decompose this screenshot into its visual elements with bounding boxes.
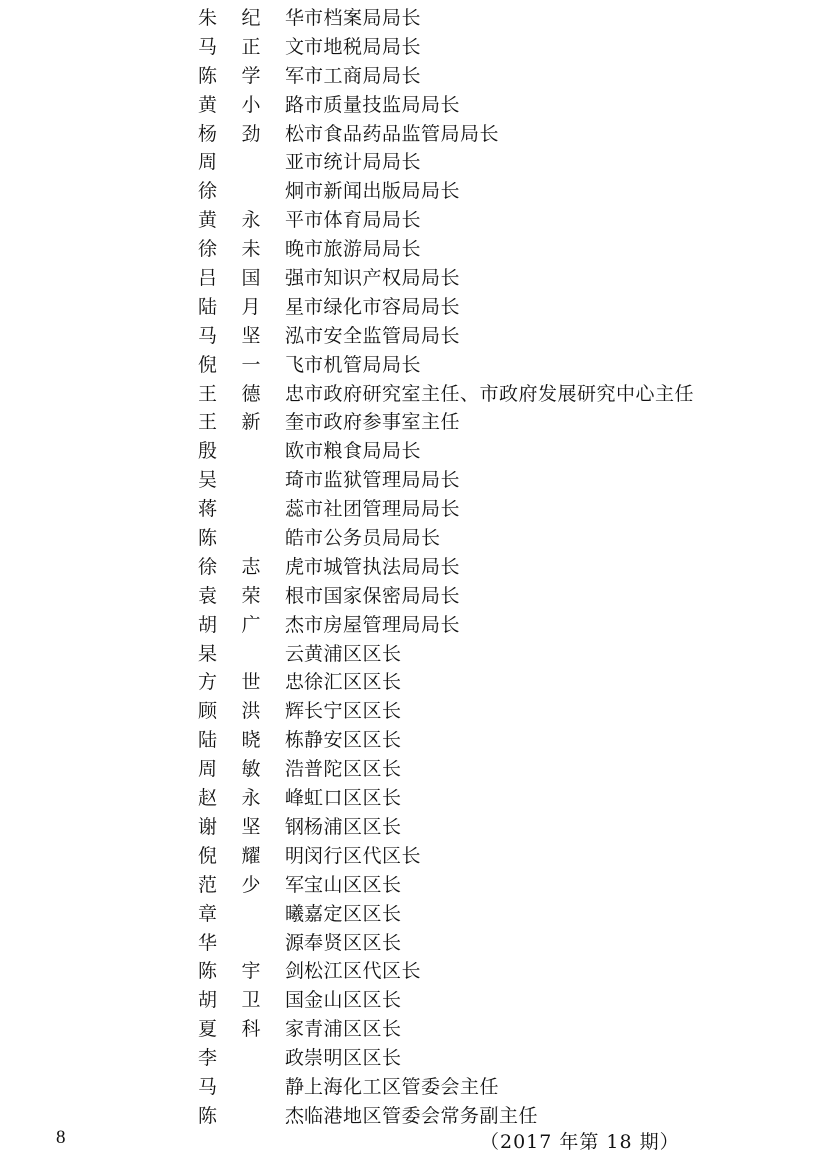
official-title: 市质量技监局局长 (304, 93, 461, 116)
roster-row (198, 842, 827, 871)
official-title: 市档案局局长 (304, 7, 422, 29)
roster-row (198, 177, 827, 206)
roster-row (198, 4, 827, 33)
official-name: 马坚泓 (198, 324, 304, 347)
official-title: 虹口区区长 (304, 787, 402, 810)
official-title: 市知识产权局局长 (304, 267, 461, 290)
roster-row (198, 408, 827, 437)
appointment-roster (198, 4, 827, 1131)
official-title: 市国家保密局局长 (304, 584, 461, 607)
roster-row (198, 784, 827, 813)
official-name: 王德忠 (198, 382, 304, 405)
official-name: 马正文 (198, 35, 304, 58)
roster-row (198, 466, 827, 495)
roster-row (198, 1073, 827, 1102)
roster-row (198, 1015, 827, 1044)
official-name: 顾洪辉 (198, 700, 304, 723)
official-name: 殷 欧 (198, 440, 304, 463)
roster-row (198, 148, 827, 177)
official-name: 吴 琦 (198, 469, 304, 492)
official-title: 徐汇区区长 (304, 671, 402, 694)
official-name: 徐 炯 (198, 180, 304, 203)
official-name: 陈学军 (198, 64, 304, 87)
roster-row (198, 986, 827, 1015)
official-name: 陆月星 (198, 295, 304, 318)
roster-row (198, 91, 827, 120)
official-name: 周敏浩 (198, 758, 304, 781)
official-title: 市绿化市容局局长 (304, 295, 461, 318)
official-title: 青浦区区长 (304, 1018, 402, 1041)
roster-row (198, 755, 827, 784)
roster-row (198, 380, 827, 409)
official-title: 市社团管理局局长 (304, 498, 461, 521)
official-title: 市机管局局长 (304, 353, 422, 376)
official-name: 陈宇剑 (198, 960, 304, 983)
official-title: 市体育局局长 (304, 209, 422, 232)
official-title: 市统计局局长 (304, 151, 422, 174)
official-name: 章 曦 (198, 902, 304, 925)
official-title: 市食品药品监管局局长 (304, 122, 500, 145)
official-name: 周 亚 (198, 151, 304, 174)
official-title: 崇明区区长 (304, 1047, 402, 1070)
roster-row (198, 524, 827, 553)
official-title: 市粮食局局长 (304, 440, 422, 463)
official-title: 黄浦区区长 (304, 642, 402, 665)
roster-row (198, 697, 827, 726)
roster-row (198, 640, 827, 669)
official-title: 上海化工区管委会主任 (304, 1075, 500, 1098)
official-name: 胡广杰 (198, 613, 304, 636)
roster-row (198, 726, 827, 755)
roster-row (198, 495, 827, 524)
official-name: 胡卫国 (198, 989, 304, 1012)
official-title: 普陀区区长 (304, 758, 402, 781)
official-title: 嘉定区区长 (304, 902, 402, 925)
official-title: 市城管执法局局长 (304, 555, 461, 578)
roster-row (198, 33, 827, 62)
official-title: 市政府研究室主任、市政府发展研究中心主任 (304, 382, 695, 405)
official-name: 袁荣根 (198, 584, 304, 607)
roster-row (198, 1044, 827, 1073)
official-title: 市政府参事室主任 (304, 411, 461, 434)
official-name: 范少军 (198, 873, 304, 896)
roster-row (198, 62, 827, 91)
official-name: 徐志虎 (198, 555, 304, 578)
roster-row (198, 582, 827, 611)
roster-row (198, 120, 827, 149)
roster-row (198, 206, 827, 235)
official-name: 朱纪华 (198, 7, 304, 29)
official-title: 奉贤区区长 (304, 931, 402, 954)
official-name: 陈 杰 (198, 1104, 304, 1127)
official-title: 市新闻出版局局长 (304, 180, 461, 203)
official-title: 市安全监管局局长 (304, 324, 461, 347)
official-title: 杨浦区区长 (304, 815, 402, 838)
official-title: 市房屋管理局局长 (304, 613, 461, 636)
official-title: 静安区区长 (304, 729, 402, 752)
official-title: 宝山区区长 (304, 873, 402, 896)
official-name: 马 静 (198, 1075, 304, 1098)
official-title: 市地税局局长 (304, 35, 422, 58)
roster-row (198, 957, 827, 986)
issue-label: （2017 年第 18 期） (480, 1131, 680, 1153)
official-name: 王新奎 (198, 411, 304, 434)
official-name: 赵永峰 (198, 787, 304, 810)
official-name: 陆晓栋 (198, 729, 304, 752)
official-name: 倪耀明 (198, 844, 304, 867)
official-title: 市旅游局局长 (304, 238, 422, 261)
roster-row (198, 264, 827, 293)
official-name: 吕国强 (198, 267, 304, 290)
roster-row (198, 553, 827, 582)
official-name: 蒋 蕊 (198, 498, 304, 521)
roster-row (198, 929, 827, 958)
official-title: 闵行区代区长 (304, 844, 422, 867)
page-number: 8 (56, 1127, 66, 1148)
official-title: 松江区代区长 (304, 960, 422, 983)
official-name: 华 源 (198, 931, 304, 954)
roster-row (198, 871, 827, 900)
roster-row (198, 813, 827, 842)
official-title: 市公务员局局长 (304, 527, 441, 550)
official-title: 市监狱管理局局长 (304, 469, 461, 492)
roster-row (198, 611, 827, 640)
official-name: 陈 皓 (198, 527, 304, 550)
roster-row (198, 322, 827, 351)
roster-row (198, 900, 827, 929)
official-name: 黄永平 (198, 209, 304, 232)
official-name: 倪一飞 (198, 353, 304, 376)
official-name: 方世忠 (198, 671, 304, 694)
official-name: 谢坚钢 (198, 815, 304, 838)
official-title: 市工商局局长 (304, 64, 422, 87)
official-title: 金山区区长 (304, 989, 402, 1012)
roster-row (198, 293, 827, 322)
official-title: 临港地区管委会常务副主任 (304, 1104, 539, 1127)
official-name: 夏科家 (198, 1018, 304, 1041)
official-name: 黄小路 (198, 93, 304, 116)
roster-row (198, 437, 827, 466)
roster-row (198, 235, 827, 264)
roster-row (198, 668, 827, 697)
official-name: 李 政 (198, 1047, 304, 1070)
official-title: 长宁区区长 (304, 700, 402, 723)
official-name: 徐未晚 (198, 238, 304, 261)
roster-row (198, 351, 827, 380)
official-name: 杨劲松 (198, 122, 304, 145)
official-name: 杲 云 (198, 642, 304, 665)
